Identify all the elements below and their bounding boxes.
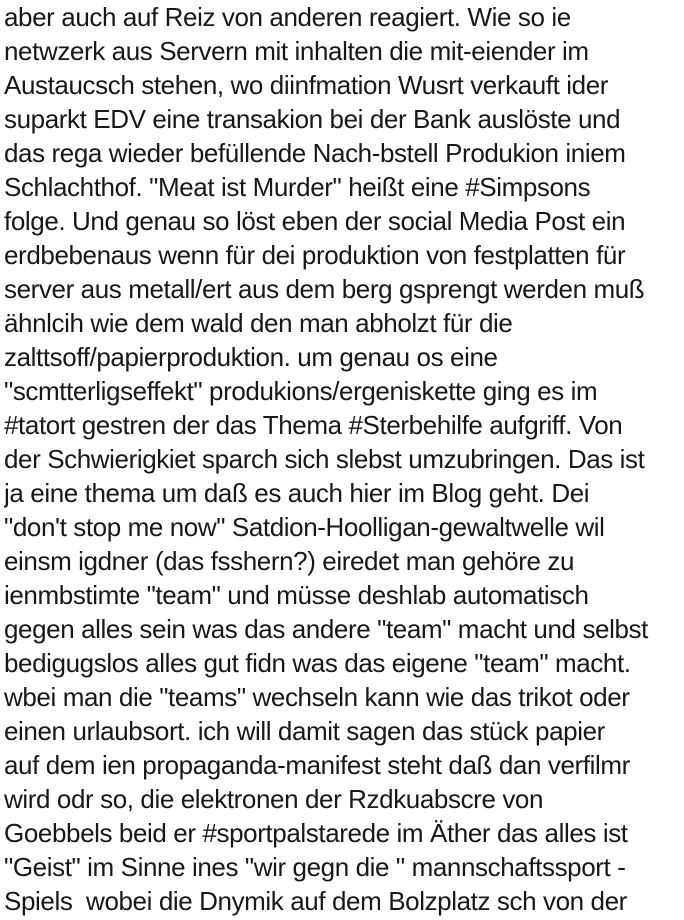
text-line: "don't stop me now" Satdion-Hoolligan-gewaltwelle wil bbox=[4, 512, 605, 542]
text-line: wbei man die "teams" wechseln kann wie das trikot oder bbox=[4, 682, 630, 712]
text-line: gegen alles sein was das andere "team" macht und selbst bbox=[4, 614, 648, 644]
text-line: Austaucsch stehen, wo diinfmation Wusrt verkauft ider bbox=[4, 70, 609, 100]
text-line: wird odr so, die elektronen der Rzdkuabscre von bbox=[4, 784, 544, 814]
text-line: Spiels wobei die Dnymik auf dem Bolzplatz sch von der bbox=[4, 886, 627, 916]
text-line: suparkt EDV eine transakion bei der Bank auslöste und bbox=[4, 104, 621, 134]
text-line: "scmtterligseffekt" produkions/ergeniskette ging es im bbox=[4, 376, 598, 406]
text-line: der Schwierigkiet sparch sich slebst umzubringen. Das ist bbox=[4, 444, 645, 474]
text-line: #tatort gestren der das Thema #Sterbehilfe aufgriff. Von bbox=[4, 410, 623, 440]
text-line: ja eine thema um daß es auch hier im Blog geht. Dei bbox=[4, 478, 590, 508]
text-line: server aus metall/ert aus dem berg gsprengt werden muß bbox=[4, 274, 645, 304]
text-line: ienmbstimte "team" und müsse deshlab automatisch bbox=[4, 580, 589, 610]
text-line: folge. Und genau so löst eben der social Media Post ein bbox=[4, 206, 626, 236]
text-line: zalttsoff/papierproduktion. um genau os eine bbox=[4, 342, 498, 372]
text-line: "Geist" im Sinne ines "wir gegn die " mannschaftssport - bbox=[4, 852, 626, 882]
text-line: das rega wieder befüllende Nach-bstell Produkion iniem bbox=[4, 138, 626, 168]
text-line: ähnlcih wie dem wald den man abholzt für die bbox=[4, 308, 513, 338]
text-line: Goebbels beid er #sportpalstarede im Äther das alles ist bbox=[4, 818, 628, 848]
text-line: einen urlaubsort. ich will damit sagen das stück papier bbox=[4, 716, 605, 746]
text-line: netwzerk aus Servern mit inhalten die mit-eiender im bbox=[4, 36, 589, 66]
text-line: erdbebenaus wenn für dei produktion von festplatten für bbox=[4, 240, 626, 270]
text-line: aber auch auf Reiz von anderen reagiert. Wie so ie bbox=[4, 2, 571, 32]
text-line: Schlachthof. "Meat ist Murder" heißt eine #Simpsons bbox=[4, 172, 591, 202]
text-line: einsm igdner (das fsshern?) eiredet man gehöre zu bbox=[4, 546, 575, 576]
text-line: bedigugslos alles gut fidn was das eigene "team" macht. bbox=[4, 648, 631, 678]
text-line: auf dem ien propaganda-manifest steht daß dan verfilmr bbox=[4, 750, 630, 780]
